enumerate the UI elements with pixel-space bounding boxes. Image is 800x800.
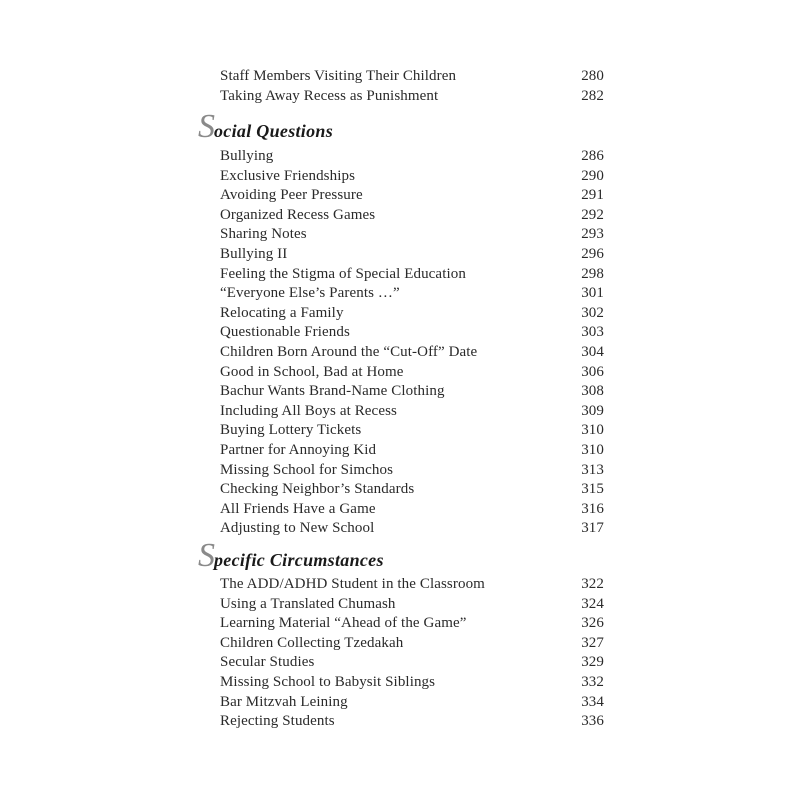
toc-entry-page-number: 304 bbox=[581, 344, 604, 360]
toc-entry-page-number: 334 bbox=[581, 693, 604, 710]
toc-entry-title: Good in School, Bad at Home bbox=[220, 363, 404, 380]
toc-entry-title: Feeling the Stigma of Special Education bbox=[220, 265, 466, 282]
toc-entry-page-number: 308 bbox=[581, 383, 604, 400]
toc-entry-title: Bullying II bbox=[220, 246, 288, 262]
toc-entry-page-number: 309 bbox=[581, 402, 604, 419]
toc-entry bbox=[220, 66, 604, 86]
toc-entry-title: Children Born Around the “Cut-Off” Date bbox=[220, 344, 478, 360]
toc-entry-title: Learning Material “Ahead of the Game” bbox=[220, 615, 467, 632]
toc-entry-page-number: 298 bbox=[581, 265, 604, 282]
toc-entry bbox=[220, 264, 604, 284]
toc-entry bbox=[220, 672, 604, 692]
toc-entry bbox=[220, 499, 604, 519]
toc-entry bbox=[220, 205, 604, 225]
toc-entry-title: Rejecting Students bbox=[220, 713, 335, 730]
toc-entry bbox=[220, 185, 604, 205]
section-heading-text: ocial Questions bbox=[214, 121, 334, 141]
toc-entry-title: Taking Away Recess as Punishment bbox=[220, 87, 439, 104]
toc-entry-page-number: 326 bbox=[581, 615, 604, 632]
toc-entry bbox=[220, 244, 604, 264]
toc-entry bbox=[220, 479, 604, 499]
toc-entry-title: Using a Translated Chumash bbox=[220, 595, 396, 612]
section-heading bbox=[198, 537, 384, 573]
toc-entry bbox=[220, 303, 604, 323]
toc-entry-page-number: 329 bbox=[581, 654, 604, 671]
toc-entry-title: Missing School for Simchos bbox=[220, 461, 394, 478]
toc-entry-title: Checking Neighbor’s Standards bbox=[220, 481, 415, 498]
toc-entry-title: Organized Recess Games bbox=[220, 206, 376, 223]
toc-entry-page-number: 296 bbox=[581, 246, 604, 262]
toc-entry-page-number: 310 bbox=[581, 442, 604, 458]
toc-entry bbox=[220, 283, 604, 303]
section-heading-text: pecific Circumstances bbox=[214, 550, 384, 570]
toc-entry-page-number: 286 bbox=[581, 148, 604, 164]
toc-entry-page-number: 306 bbox=[581, 363, 604, 380]
toc-entry-title: The ADD/ADHD Student in the Classroom bbox=[220, 576, 485, 592]
toc-entry bbox=[220, 322, 604, 342]
toc-entry-title: Adjusting to New School bbox=[220, 520, 375, 537]
toc-entry bbox=[220, 440, 604, 460]
toc-entry bbox=[220, 692, 604, 712]
toc-entry bbox=[220, 146, 604, 166]
toc-entry bbox=[220, 518, 604, 538]
toc-entry-page-number: 292 bbox=[581, 206, 604, 223]
section-heading bbox=[198, 108, 333, 144]
toc-entry-page-number: 332 bbox=[581, 674, 604, 690]
toc-entry-title: All Friends Have a Game bbox=[220, 500, 376, 517]
toc-entry-page-number: 327 bbox=[581, 634, 604, 651]
toc-entry bbox=[220, 633, 604, 653]
toc-entry bbox=[220, 613, 604, 633]
toc-entry bbox=[220, 224, 604, 244]
toc-entry-title: Including All Boys at Recess bbox=[220, 402, 397, 419]
toc-entry-title: Secular Studies bbox=[220, 654, 315, 671]
toc-entry-page-number: 282 bbox=[581, 87, 604, 104]
toc-entry bbox=[220, 652, 604, 672]
section-heading-initial: S bbox=[198, 108, 214, 145]
toc-entry bbox=[220, 362, 604, 382]
toc-entry-title: Bar Mitzvah Leining bbox=[220, 693, 348, 710]
toc-entry-page-number: 324 bbox=[581, 595, 604, 612]
toc-entry-title: Exclusive Friendships bbox=[220, 167, 356, 184]
toc-entry-page-number: 293 bbox=[581, 226, 604, 243]
toc-entry-title: Missing School to Babysit Siblings bbox=[220, 674, 436, 690]
toc-entry-page-number: 317 bbox=[581, 520, 604, 537]
toc-entry-page-number: 315 bbox=[581, 481, 604, 498]
toc-entry-title: Staff Members Visiting Their Children bbox=[220, 68, 457, 84]
toc-entry-title: Avoiding Peer Pressure bbox=[220, 187, 363, 204]
toc-entry-title: Relocating a Family bbox=[220, 304, 344, 321]
toc-entry-title: Partner for Annoying Kid bbox=[220, 442, 377, 458]
toc-entry-page-number: 313 bbox=[581, 461, 604, 478]
toc-entry-page-number: 291 bbox=[581, 187, 604, 204]
toc-entry bbox=[220, 86, 604, 106]
toc-entry-page-number: 301 bbox=[581, 285, 604, 302]
toc-entry-title: Bachur Wants Brand-Name Clothing bbox=[220, 383, 445, 400]
toc-entry bbox=[220, 381, 604, 401]
toc-entry-page-number: 290 bbox=[581, 167, 604, 184]
toc-entry bbox=[220, 401, 604, 421]
toc-entry-page-number: 302 bbox=[581, 304, 604, 321]
toc-entry-title: “Everyone Else’s Parents …” bbox=[220, 285, 400, 302]
toc-entry bbox=[220, 166, 604, 186]
toc-entry bbox=[220, 342, 604, 362]
toc-entry-page-number: 303 bbox=[581, 324, 604, 341]
toc-entry-title: Questionable Friends bbox=[220, 324, 350, 341]
toc-entry-page-number: 336 bbox=[581, 713, 604, 730]
toc-entry-page-number: 316 bbox=[581, 500, 604, 517]
toc-entry bbox=[220, 460, 604, 480]
toc-entry bbox=[220, 594, 604, 614]
toc-entry-title: Sharing Notes bbox=[220, 226, 307, 243]
section-heading-initial: S bbox=[198, 537, 214, 574]
toc-entry-title: Buying Lottery Tickets bbox=[220, 422, 362, 439]
toc-entry-page-number: 280 bbox=[581, 68, 604, 84]
toc-entry-page-number: 322 bbox=[581, 576, 604, 592]
toc-entry-title: Children Collecting Tzedakah bbox=[220, 634, 404, 651]
toc-entry-title: Bullying bbox=[220, 148, 274, 164]
toc-entry bbox=[220, 711, 604, 731]
toc-entry bbox=[220, 574, 604, 594]
toc-entry-page-number: 310 bbox=[581, 422, 604, 439]
toc-entry bbox=[220, 420, 604, 440]
